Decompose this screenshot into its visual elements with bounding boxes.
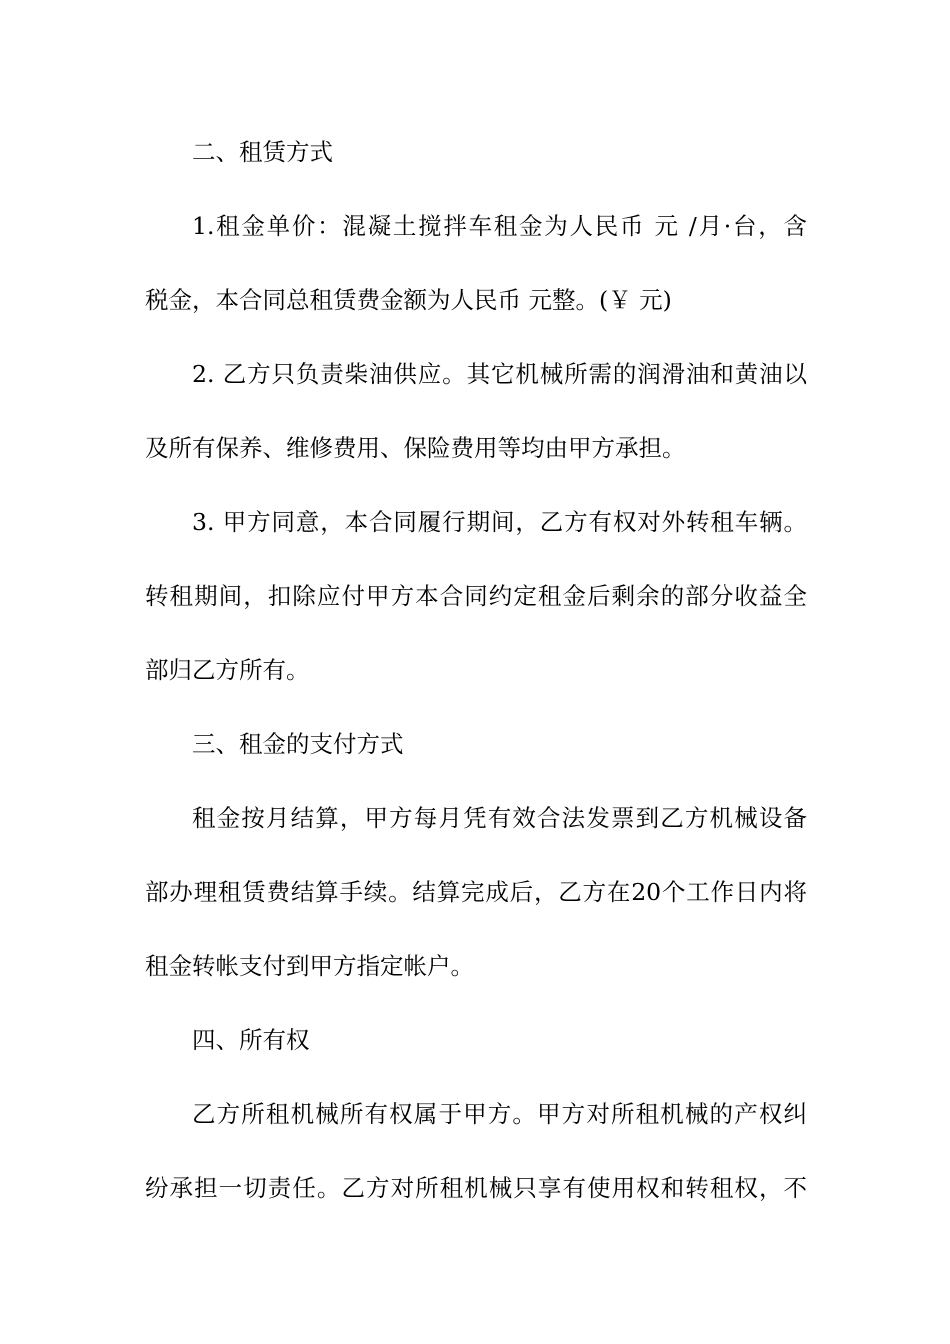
text-line: 三、租金的支付方式	[192, 730, 404, 758]
document-body	[145, 127, 807, 1237]
text-line: 税金，本合同总租赁费金额为人民币 元整。(￥ 元)	[145, 286, 672, 314]
text-line: 部归乙方所有。	[145, 656, 310, 684]
text-line: 2. 乙方只负责柴油供应。其它机械所需的润滑油和黄油以	[192, 360, 807, 388]
text-line: 部办理租赁费结算手续。结算完成后，乙方在20个工作日内将	[145, 878, 807, 906]
text-line: 纷承担一切责任。乙方对所租机械只享有使用权和转租权，不	[145, 1174, 807, 1202]
text-line: 租金按月结算，甲方每月凭有效合法发票到乙方机械设备	[192, 804, 807, 832]
text-line: 1.租金单价：混凝土搅拌车租金为人民币 元 /月·台，含	[192, 212, 807, 240]
text-line: 四、所有权	[192, 1026, 310, 1054]
text-line: 及所有保养、维修费用、保险费用等均由甲方承担。	[145, 434, 686, 462]
text-line: 转租期间，扣除应付甲方本合同约定租金后剩余的部分收益全	[145, 582, 807, 610]
text-line: 3. 甲方同意，本合同履行期间，乙方有权对外转租车辆。	[192, 508, 807, 536]
text-line: 租金转帐支付到甲方指定帐户。	[145, 952, 474, 980]
text-line: 二、租赁方式	[192, 138, 333, 166]
text-line: 乙方所租机械所有权属于甲方。甲方对所租机械的产权纠	[192, 1100, 807, 1128]
